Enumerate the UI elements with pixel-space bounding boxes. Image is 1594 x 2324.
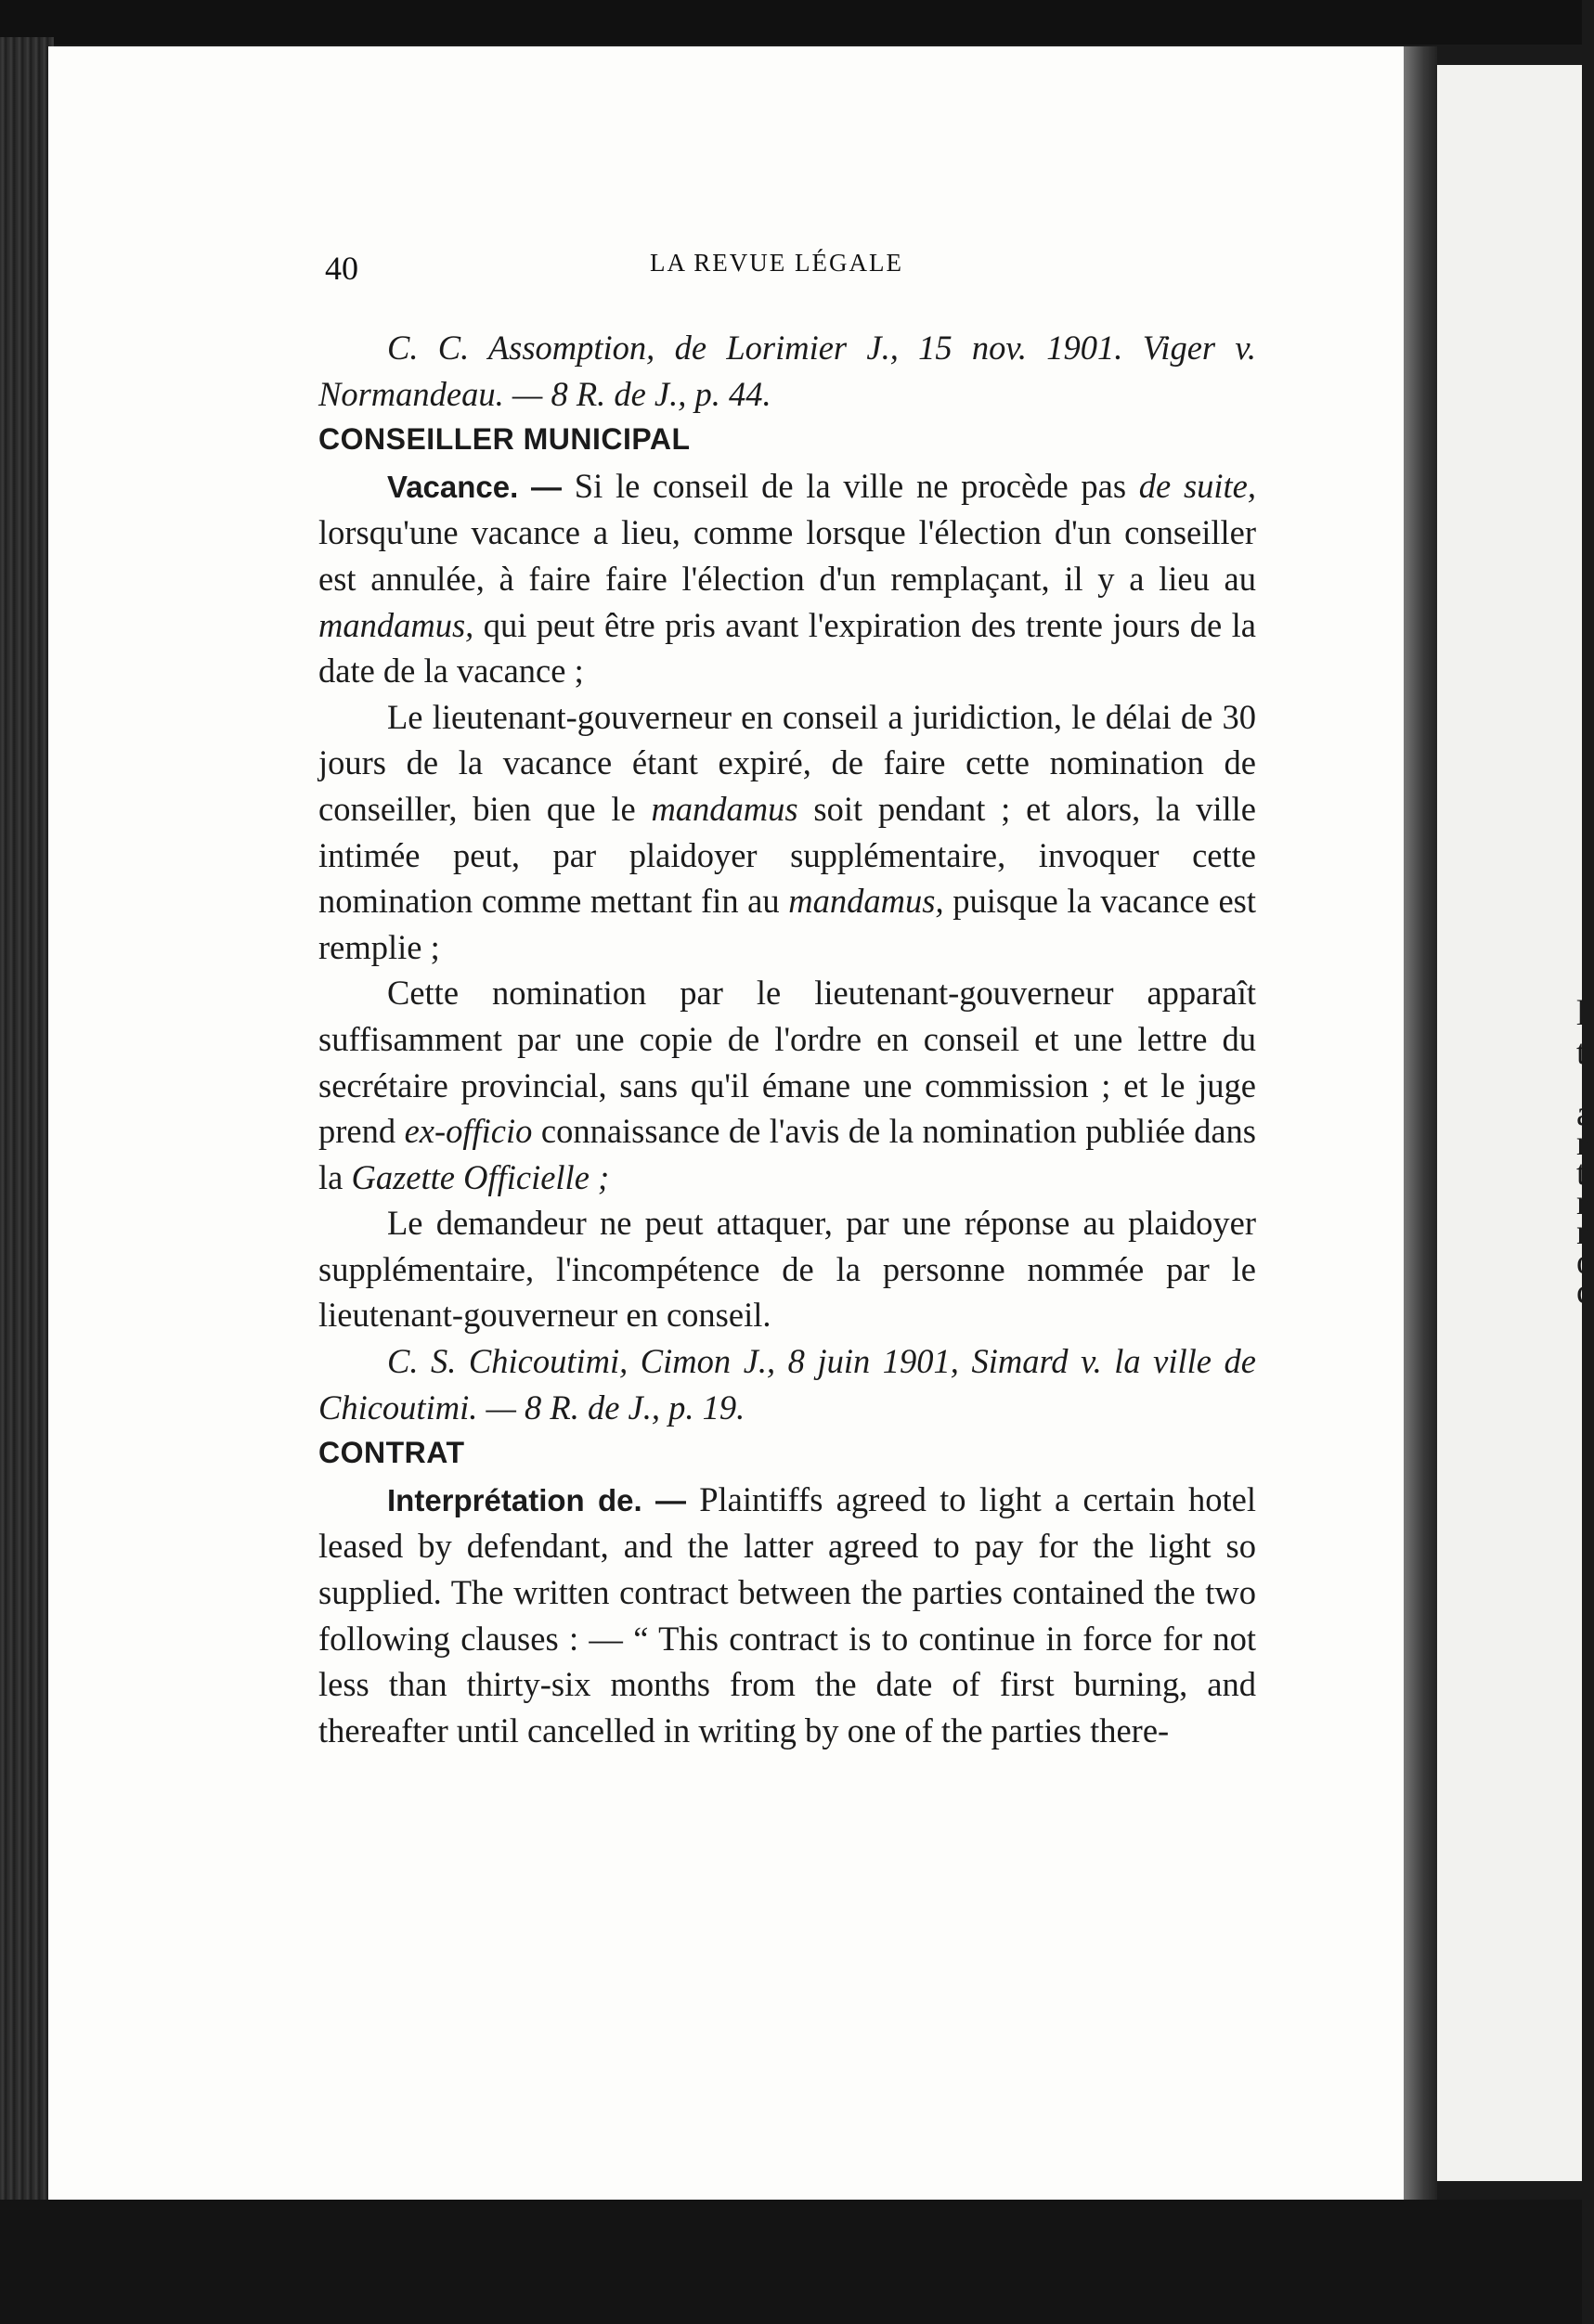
scan-bottom-border <box>0 2200 1582 2324</box>
italic-run: Gazette Officielle ; <box>351 1157 610 1196</box>
citation-chicoutimi: C. S. Chicoutimi, Cimon J., 8 juin 1901, Simard v. la ville de Chicoutimi. — 8 R. de J., p. 19. <box>318 1342 1256 1427</box>
paragraph-nomination <box>318 970 1256 1200</box>
section-heading-conseiller: CONSEILLER MUNICIPAL <box>318 422 691 457</box>
italic-run: mandamus <box>651 789 798 828</box>
facing-page-fragment: t <box>1576 1154 1587 1193</box>
keyword-vacance: Vacance. — <box>387 469 563 504</box>
facing-page-fragment: o <box>1576 1243 1594 1282</box>
book-page-edges <box>0 37 54 2324</box>
citation-assomption: C. C. Assomption, de Lorimier J., 15 nov. 1901. Viger v. Normandeau. — 8 R. de J., p. 44. <box>318 329 1256 413</box>
text-run: Le lieutenant-gouverneur en conseil a juridiction, le délai de 30 jours de la vacance étant expiré, de faire cette nomination de conseiller, bien que le <box>318 697 1256 828</box>
keyword-interpretation: Interprétation de. — <box>387 1482 686 1517</box>
scan-top-border <box>0 0 1582 45</box>
text-run: puisque la vacance est remplie ; <box>318 882 1256 966</box>
facing-page-fragment: t <box>1576 1033 1587 1072</box>
facing-page-fragment: c <box>1576 1272 1592 1311</box>
text-run: qui peut être pris avant l'expiration des trente jours de la date de la vacance ; <box>318 605 1256 691</box>
running-title: LA REVUE LÉGALE <box>650 249 903 277</box>
page-body <box>318 325 1256 1753</box>
facing-page-fragment: n <box>1576 1213 1594 1252</box>
text-run: connaissance de l'avis de la nomination publiée dans la <box>318 1112 1256 1196</box>
facing-page-fragment: l <box>1576 994 1587 1033</box>
text-run: lorsqu'une vacance a lieu, comme lorsque l'élection d'un conseiller est annulée, à faire faire l'élection d'un remplaçant, il y a lieu au <box>318 513 1256 598</box>
paragraph-lieutenant <box>318 694 1256 971</box>
text-run: Cette nomination par le lieutenant-gouverneur apparaît suffisamment par une copie de l'ordre en conseil et une lettre du secrétaire provincial, sans qu'il émane une commission ; et le juge prend <box>318 974 1256 1151</box>
section-heading-contrat: CONTRAT <box>318 1436 465 1470</box>
italic-run: ex-officio <box>404 1112 533 1151</box>
italic-run: mandamus, <box>318 605 474 644</box>
facing-page-fragment: r <box>1576 1124 1588 1163</box>
italic-run: mandamus, <box>788 882 944 921</box>
facing-page <box>1437 65 1594 2181</box>
page-number: 40 <box>325 250 358 287</box>
paragraph-demandeur: Le demandeur ne peut attaquer, par une réponse au plaidoyer supplémentaire, l'incompétence de la personne nommée par le lieutenant-gouverneur en conseil. <box>318 1204 1256 1335</box>
italic-run: de suite, <box>1138 466 1257 505</box>
book-gutter <box>1404 46 1437 2200</box>
facing-page-fragment: r <box>1576 1183 1588 1222</box>
text-run: Plaintiffs agreed to light a certain hotel leased by defendant, and the latter agreed to pay for the light so supplied. The written contract between the parties contained the two following clauses : — “ This contract is to continue in force for not less than thirty-six months from the date of first burning, and thereafter until cancelled in writing by one of the parties there- <box>318 1479 1256 1749</box>
text-run: soit pendant ; et alors, la ville intimée peut, par plaidoyer supplémentaire, invoquer cette nomination comme mettant fin au <box>318 789 1256 921</box>
paragraph-vacance <box>318 463 1256 694</box>
paragraph-interpretation <box>318 1477 1256 1754</box>
text-run: Si le conseil de la ville ne procède pas <box>562 466 1139 505</box>
facing-page-fragment: a <box>1576 1094 1592 1133</box>
